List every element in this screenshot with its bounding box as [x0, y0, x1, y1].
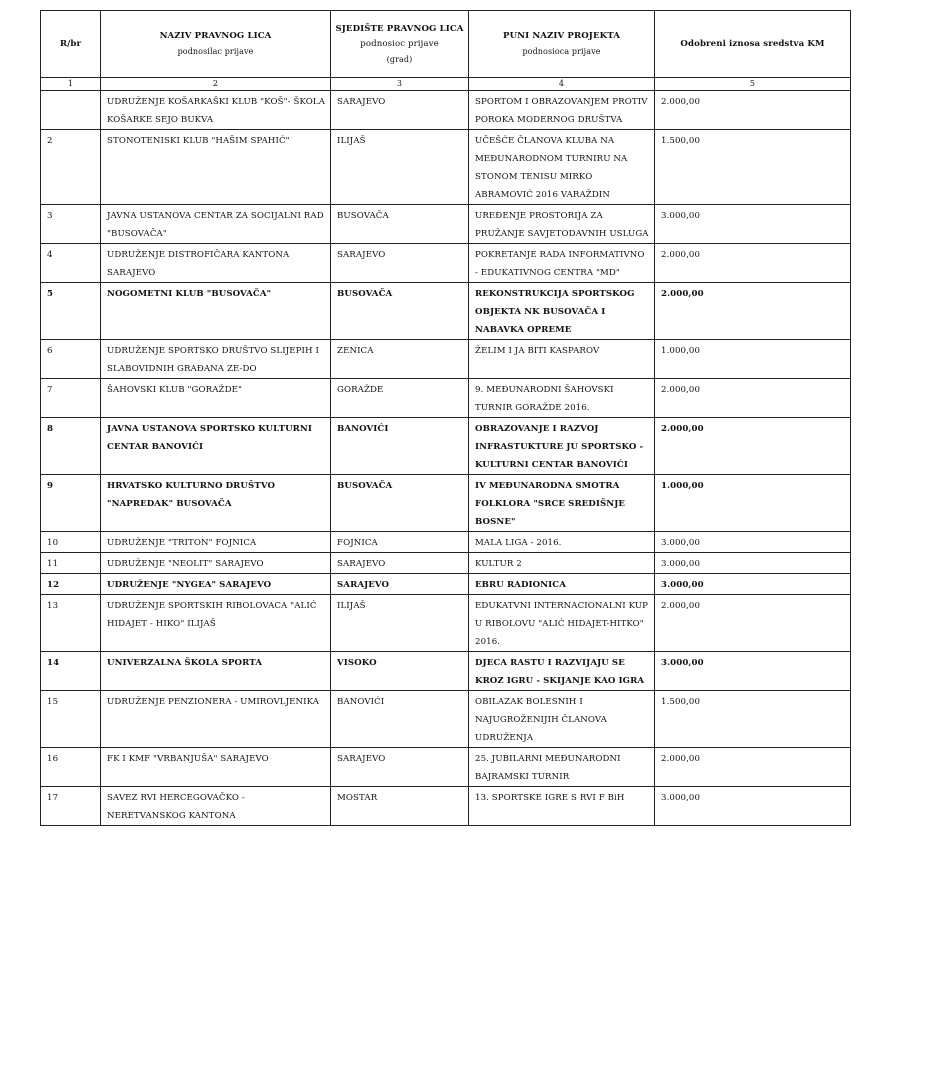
table-row	[41, 691, 851, 748]
approved-amount: 2.000,00	[655, 244, 851, 283]
approved-amount: 1.000,00	[655, 475, 851, 532]
table-row	[41, 553, 851, 574]
organization-name: FK I KMF "VRBANJUŠA" SARAJEVO	[101, 748, 331, 787]
organization-name: UDRUŽENJE SPORTSKO DRUŠTVO SLIJEPIH I SLABOVIDNIH GRAĐANA ZE-DO	[101, 340, 331, 379]
row-number: 9	[41, 475, 101, 532]
organization-name: UNIVERZALNA ŠKOLA SPORTA	[101, 652, 331, 691]
organization-city: SARAJEVO	[331, 748, 469, 787]
organization-city: BANOVIĆI	[331, 691, 469, 748]
table-row	[41, 595, 851, 652]
organization-name: UDRUŽENJE PENZIONERA - UMIROVLJENIKA	[101, 691, 331, 748]
approved-amount: 2.000,00	[655, 595, 851, 652]
organization-city: ZENICA	[331, 340, 469, 379]
organization-name: JAVNA USTANOVA SPORTSKO KULTURNI CENTAR BANOVIĆI	[101, 418, 331, 475]
row-number: 8	[41, 418, 101, 475]
table-row	[41, 130, 851, 205]
project-title: 25. JUBILARNI MEĐUNARODNI BAJRAMSKI TURNIR	[469, 748, 655, 787]
project-title: UČEŠĆE ČLANOVA KLUBA NA MEĐUNARODNOM TURNIRU NA STONOM TENISU MIRKO ABRAMOVIĆ 2016 VARAŽDIN	[469, 130, 655, 205]
table-header	[41, 11, 851, 91]
approved-amount: 1.500,00	[655, 130, 851, 205]
column-number: 2	[101, 78, 331, 91]
organization-city: BUSOVAČA	[331, 475, 469, 532]
header-iznos: Odobreni iznosa sredstva KM	[655, 11, 851, 78]
project-title: POKRETANJE RADA INFORMATIVNO - EDUKATIVNOG CENTRA "MD"	[469, 244, 655, 283]
row-number: 11	[41, 553, 101, 574]
table-row	[41, 244, 851, 283]
project-title: 13. SPORTSKE IGRE S RVI F BiH	[469, 787, 655, 826]
table-row	[41, 787, 851, 826]
row-number: 3	[41, 205, 101, 244]
organization-name: ŠAHOVSKI KLUB "GORAŽDE"	[101, 379, 331, 418]
row-number: 15	[41, 691, 101, 748]
approved-amount: 3.000,00	[655, 205, 851, 244]
table-row	[41, 652, 851, 691]
organization-name: SAVEZ RVI HERCEGOVAČKO - NERETVANSKOG KANTONA	[101, 787, 331, 826]
column-number: 5	[655, 78, 851, 91]
approved-amount: 3.000,00	[655, 787, 851, 826]
organization-name: UDRUŽENJE DISTROFIČARA KANTONA SARAJEVO	[101, 244, 331, 283]
project-title: OBILAZAK BOLESNIH I NAJUGROŽENIJIH ČLANOVA UDRUŽENJA	[469, 691, 655, 748]
table-row	[41, 532, 851, 553]
organization-city: ILIJAŠ	[331, 595, 469, 652]
organization-name: HRVATSKO KULTURNO DRUŠTVO "NAPREDAK" BUSOVAČA	[101, 475, 331, 532]
organization-city: BUSOVAČA	[331, 283, 469, 340]
row-number: 17	[41, 787, 101, 826]
header-projekat: PUNI NAZIV PROJEKTA podnosioca prijave	[469, 11, 655, 78]
organization-city: BUSOVAČA	[331, 205, 469, 244]
approved-amount: 2.000,00	[655, 91, 851, 130]
grants-table	[40, 10, 851, 826]
approved-amount: 3.000,00	[655, 553, 851, 574]
organization-name: UDRUŽENJE KOŠARKAŠKI KLUB "KOŠ"- ŠKOLA KOŠARKE SEJO BUKVA	[101, 91, 331, 130]
organization-city: GORAŽDE	[331, 379, 469, 418]
project-title: UREĐENJE PROSTORIJA ZA PRUŽANJE SAVJETODAVNIH USLUGA	[469, 205, 655, 244]
approved-amount: 1.500,00	[655, 691, 851, 748]
project-title: DJECA RASTU I RAZVIJAJU SE KROZ IGRU - SKIJANJE KAO IGRA	[469, 652, 655, 691]
project-title: KULTUR 2	[469, 553, 655, 574]
project-title: MALA LIGA - 2016.	[469, 532, 655, 553]
approved-amount: 3.000,00	[655, 652, 851, 691]
organization-city: SARAJEVO	[331, 91, 469, 130]
header-naziv: NAZIV PRAVNOG LICA podnosilac prijave	[101, 11, 331, 78]
document-page	[40, 10, 850, 826]
project-title: OBRAZOVANJE I RAZVOJ INFRASTUKTURE JU SPORTSKO - KULTURNI CENTAR BANOVIĆI	[469, 418, 655, 475]
header-row	[41, 11, 851, 78]
organization-city: MOSTAR	[331, 787, 469, 826]
column-number-row	[41, 78, 851, 91]
organization-name: UDRUŽENJE SPORTSKIH RIBOLOVACA "ALIĆ HIDAJET - HIKO" ILIJAŠ	[101, 595, 331, 652]
organization-name: STONOTENISKI KLUB "HAŠIM SPAHIĆ"	[101, 130, 331, 205]
table-row	[41, 475, 851, 532]
organization-city: SARAJEVO	[331, 553, 469, 574]
organization-name: UDRUŽENJE "NEOLIT" SARAJEVO	[101, 553, 331, 574]
approved-amount: 3.000,00	[655, 574, 851, 595]
table-row	[41, 418, 851, 475]
row-number: 2	[41, 130, 101, 205]
row-number: 5	[41, 283, 101, 340]
table-row	[41, 205, 851, 244]
table-row	[41, 379, 851, 418]
column-number: 1	[41, 78, 101, 91]
organization-city: ILIJAŠ	[331, 130, 469, 205]
table-body	[41, 91, 851, 826]
column-number: 4	[469, 78, 655, 91]
table-row	[41, 748, 851, 787]
approved-amount: 1.000,00	[655, 340, 851, 379]
row-number: 10	[41, 532, 101, 553]
organization-name: NOGOMETNI KLUB "BUSOVAČA"	[101, 283, 331, 340]
project-title: ŽELIM I JA BITI KASPAROV	[469, 340, 655, 379]
row-number: 16	[41, 748, 101, 787]
project-title: IV MEĐUNARODNA SMOTRA FOLKLORA "SRCE SREDIŠNJE BOSNE"	[469, 475, 655, 532]
organization-name: JAVNA USTANOVA CENTAR ZA SOCIJALNI RAD "BUSOVAČA"	[101, 205, 331, 244]
organization-city: VISOKO	[331, 652, 469, 691]
table-row	[41, 340, 851, 379]
project-title: EDUKATVNI INTERNACIONALNI KUP U RIBOLOVU "ALIĆ HIDAJET-HITKO" 2016.	[469, 595, 655, 652]
approved-amount: 2.000,00	[655, 379, 851, 418]
organization-name: UDRUŽENJE "TRITON" FOJNICA	[101, 532, 331, 553]
organization-name: UDRUŽENJE "NYGEA" SARAJEVO	[101, 574, 331, 595]
table-row	[41, 91, 851, 130]
project-title: 9. MEĐUNARODNI ŠAHOVSKI TURNIR GORAŽDE 2016.	[469, 379, 655, 418]
table-row	[41, 574, 851, 595]
approved-amount: 3.000,00	[655, 532, 851, 553]
project-title: REKONSTRUKCIJA SPORTSKOG OBJEKTA NK BUSOVAČA I NABAVKA OPREME	[469, 283, 655, 340]
project-title: EBRU RADIONICA	[469, 574, 655, 595]
approved-amount: 2.000,00	[655, 748, 851, 787]
organization-city: BANOVIĆI	[331, 418, 469, 475]
row-number: 7	[41, 379, 101, 418]
organization-city: SARAJEVO	[331, 574, 469, 595]
project-title: SPORTOM I OBRAZOVANJEM PROTIV POROKA MODERNOG DRUŠTVA	[469, 91, 655, 130]
organization-city: FOJNICA	[331, 532, 469, 553]
row-number: 14	[41, 652, 101, 691]
approved-amount: 2.000,00	[655, 283, 851, 340]
row-number: 4	[41, 244, 101, 283]
header-sjediste: SJEDIŠTE PRAVNOG LICA podnosioc prijave (grad)	[331, 11, 469, 78]
column-number: 3	[331, 78, 469, 91]
row-number: 12	[41, 574, 101, 595]
row-number: 6	[41, 340, 101, 379]
header-rbr: R/br	[41, 11, 101, 78]
row-number: 13	[41, 595, 101, 652]
approved-amount: 2.000,00	[655, 418, 851, 475]
table-row	[41, 283, 851, 340]
row-number	[41, 91, 101, 130]
organization-city: SARAJEVO	[331, 244, 469, 283]
